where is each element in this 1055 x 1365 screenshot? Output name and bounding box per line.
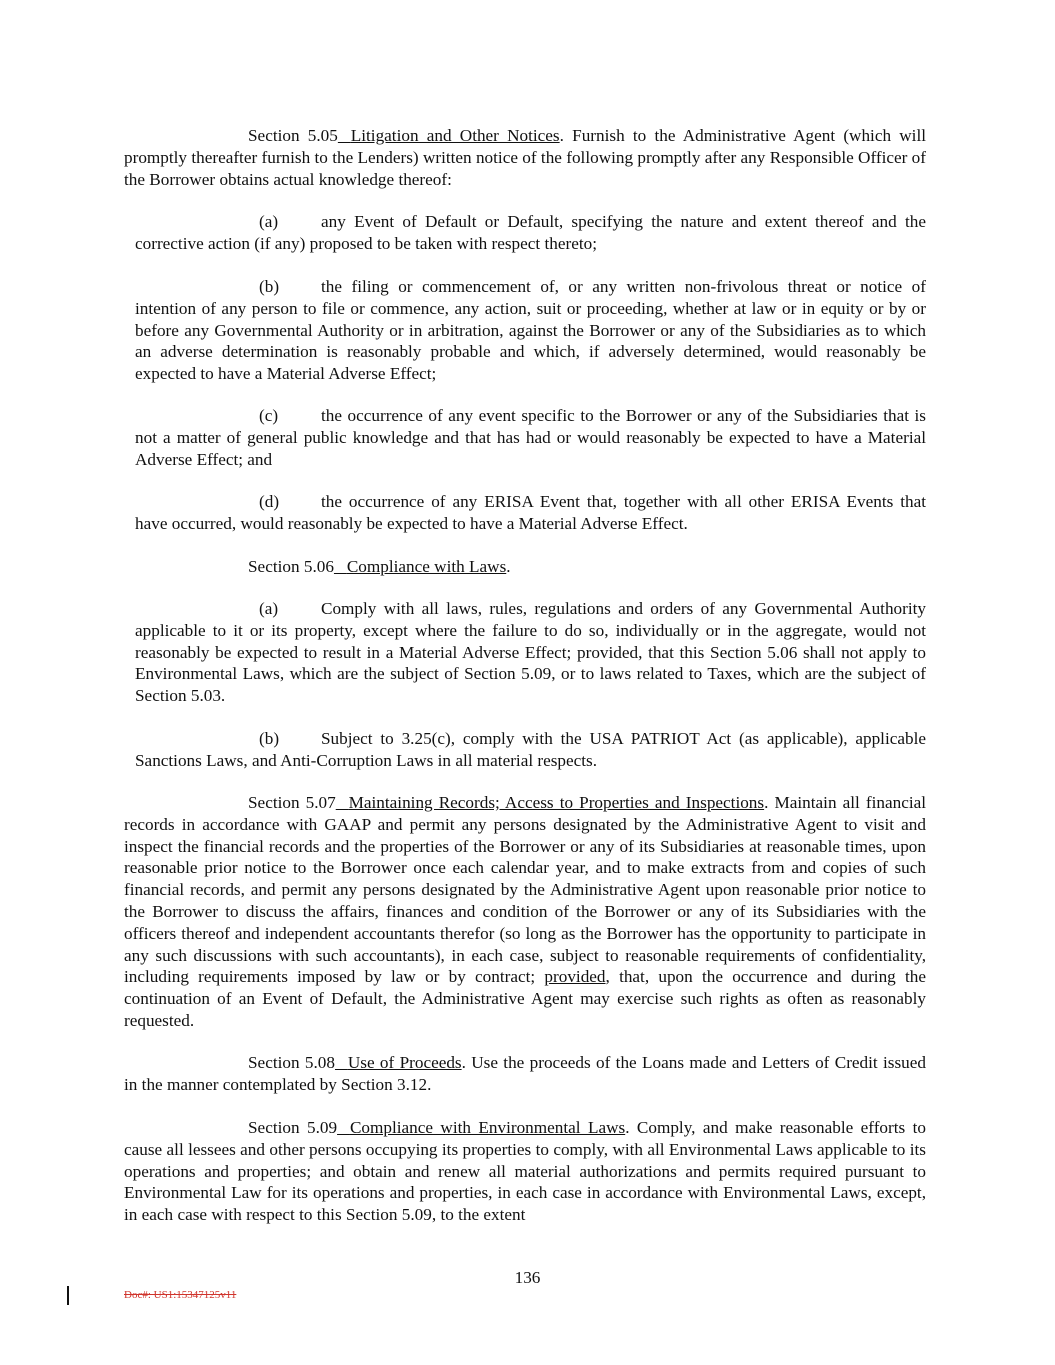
clause-b-paragraph [135,276,926,385]
section-body: . Comply, and make reasonable efforts to cause all lessees and other persons occupying its properties to comply, with all Environmental Laws applicable to its operations and properties; and obtain and renew all material authorizations and permits required pursuant to Environmental Law for its operations and properties, in each case in accordance with Environmental Laws, except, in each case with respect to this Section 5.09, to the extent [124,1118,926,1225]
clause-label: (d) [259,492,280,511]
section-number: Section 5.07 [248,793,336,812]
change-bar [67,1286,69,1305]
section-number: Section 5.05 [248,126,338,145]
clause-label: (a) [259,212,279,231]
document-id: Doc#: US1:15347125v11 [124,1289,237,1301]
clause-label: (c) [259,406,279,425]
clause-label: (a) [259,599,279,618]
section-number: Section 5.09 [248,1118,338,1137]
section-title: Compliance with Laws [346,557,507,576]
section-5-06-clause-a-paragraph [135,598,926,707]
section-title: Maintaining Records; Access to Properties and Inspections [348,793,765,812]
clause-text: any Event of Default or Default, specifying the nature and extent thereof and the corrective action (if any) proposed to be taken with respect thereto; [135,212,926,253]
clause-text: the occurrence of any ERISA Event that, together with all other ERISA Events that have occurred, would reasonably be expected to have a Material Adverse Effect. [135,492,926,533]
section-5-09-paragraph [124,1117,926,1226]
section-number: Section 5.06 [248,557,334,576]
section-title: Compliance with Environmental Laws [349,1118,626,1137]
section-title: Litigation and Other Notices [350,126,560,145]
clause-label: (b) [259,729,280,748]
clause-text: Subject to 3.25(c), comply with the USA PATRIOT Act (as applicable), applicable Sanctions Laws, and Anti-Corruption Laws in all material respects. [135,729,926,770]
section-title: Use of Proceeds [347,1053,462,1072]
section-body: . Furnish to the Administrative Agent (which will promptly thereafter furnish to the Lenders) written notice of the following promptly after any Responsible Officer of the Borrower obtains actual knowledge thereof: [124,126,927,189]
section-suffix: . [506,557,511,576]
section-body: . Use the proceeds of the Loans made and Letters of Credit issued in the manner contemplated by Section 3.12. [124,1053,926,1094]
section-5-06-clause-b-paragraph [135,728,926,772]
clause-a-paragraph [135,211,926,255]
clause-text: Comply with all laws, rules, regulations and orders of any Governmental Authority applicable to it or its property, except where the failure to do so, individually or in the aggregate, would not reasonably be expected to result in a Material Adverse Effect; provided, that this Section 5.06 shall not apply to Environmental Laws, which are the subject of Section 5.09, or to laws related to Taxes, which are the subject of Section 5.03. [135,599,926,706]
section-body-continued: , that, upon the occurrence and during the continuation of an Event of Default, the Administrative Agent may exercise such rights as often as reasonably requested. [124,967,926,1030]
clause-c-paragraph [135,405,926,470]
clause-text: the filing or commencement of, or any written non-frivolous threat or notice of intention of any person to file or commence, any action, suit or proceeding, whether at law or in equity or by or before any Governmental Authority or in arbitration, against the Borrower or any of the Subsidiaries as to which an adverse determination is reasonably probable and which, if adversely determined, would reasonably be expected to have a Material Adverse Effect; [135,277,926,384]
section-5-08-paragraph [124,1052,926,1096]
section-5-05-heading-paragraph [124,125,926,190]
section-number: Section 5.08 [248,1053,335,1072]
clause-text: the occurrence of any event specific to the Borrower or any of the Subsidiaries that is not a matter of general public knowledge and that has had or would reasonably be expected to have a Material Adverse Effect; and [135,406,926,469]
section-5-07-paragraph [124,792,926,1032]
section-5-06-heading-paragraph [124,556,926,578]
section-body: . Maintain all financial records in accordance with GAAP and permit any persons designated by the Administrative Agent to visit and inspect the financial records and the properties of the Borrower or any of its Subsidiaries at reasonable times, upon reasonable prior notice to the Borrower once each calendar year, and to make extracts from and copies of such financial records, and permit any persons designated by the Administrative Agent upon reasonable prior notice to the Borrower to discuss the affairs, finances and condition of the Borrower or any of its Subsidiaries with the officers thereof and independent accountants therefor (so long as the Borrower has the opportunity to participate in any such discussions with such accountants), in each case, subject to reasonable requirements of confidentiality, including requirements imposed by law or by contract; [124,793,927,987]
page-number: 136 [514,1268,541,1287]
clause-d-paragraph [135,491,926,535]
provided-term: provided [544,967,606,987]
clause-label: (b) [259,277,280,296]
